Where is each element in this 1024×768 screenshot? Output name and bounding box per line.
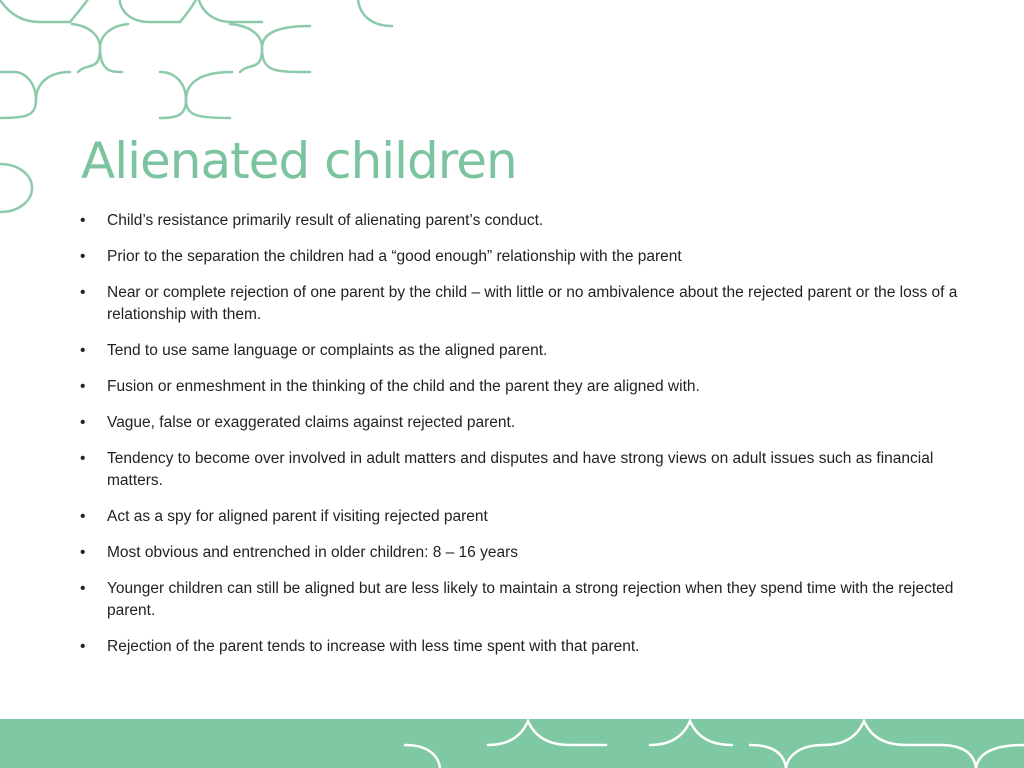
bullet-text: Tendency to become over involved in adult matters and disputes and have strong views on adult issues such as financial matters. <box>107 450 934 489</box>
bullet-item <box>80 448 960 492</box>
decorative-arc-pattern-bottom <box>0 719 1024 768</box>
bullet-item <box>80 578 960 622</box>
bullet-dot-icon: • <box>80 580 86 597</box>
bullet-text: Younger children can still be aligned but are less likely to maintain a strong rejection when they spend time with the rejected parent. <box>107 580 954 619</box>
bullet-dot-icon: • <box>80 378 86 395</box>
bullet-text: Child’s resistance primarily result of alienating parent’s conduct. <box>107 212 544 229</box>
bullet-text: Tend to use same language or complaints as the aligned parent. <box>107 342 548 359</box>
bullet-text: Fusion or enmeshment in the thinking of the child and the parent they are aligned with. <box>107 378 700 395</box>
bullet-dot-icon: • <box>80 248 86 265</box>
bullet-text: Rejection of the parent tends to increase with less time spent with that parent. <box>107 638 640 655</box>
bullet-dot-icon: • <box>80 212 86 229</box>
bullet-list <box>80 210 960 672</box>
footer-band <box>0 719 1024 768</box>
bullet-dot-icon: • <box>80 342 86 359</box>
bullet-dot-icon: • <box>80 284 86 301</box>
bullet-item <box>80 282 960 326</box>
bullet-item <box>80 340 960 362</box>
slide-title: Alienated children <box>81 132 517 190</box>
bullet-item <box>80 636 960 658</box>
bullet-dot-icon: • <box>80 544 86 561</box>
bullet-dot-icon: • <box>80 414 86 431</box>
bullet-text: Act as a spy for aligned parent if visiting rejected parent <box>107 508 488 525</box>
bullet-item <box>80 246 960 268</box>
bullet-text: Most obvious and entrenched in older children: 8 – 16 years <box>107 544 518 561</box>
bullet-item <box>80 412 960 434</box>
bullet-dot-icon: • <box>80 638 86 655</box>
bullet-dot-icon: • <box>80 508 86 525</box>
bullet-text: Near or complete rejection of one parent by the child – with little or no ambivalence about the rejected parent or the loss of a relationship with them. <box>107 284 958 323</box>
bullet-text: Vague, false or exaggerated claims against rejected parent. <box>107 414 516 431</box>
bullet-item <box>80 542 960 564</box>
bullet-item <box>80 376 960 398</box>
bullet-dot-icon: • <box>80 450 86 467</box>
bullet-text: Prior to the separation the children had a “good enough” relationship with the parent <box>107 248 682 265</box>
bullet-item <box>80 210 960 232</box>
bullet-item <box>80 506 960 528</box>
